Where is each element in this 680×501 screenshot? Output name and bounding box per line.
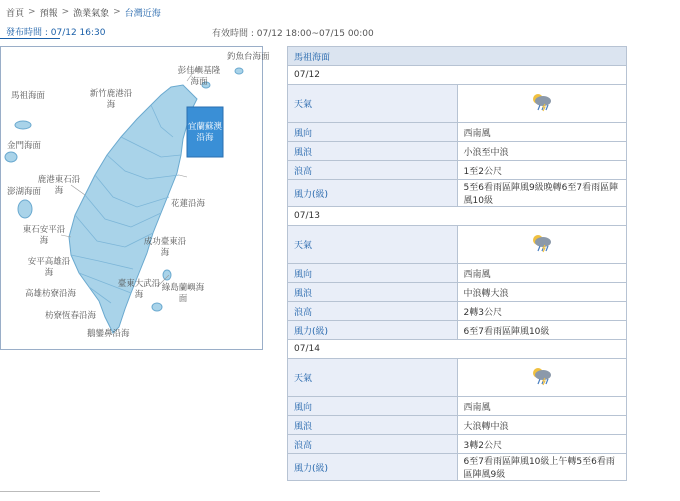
matsu-island[interactable] (15, 121, 31, 129)
weather-cell (457, 226, 627, 264)
map-label-dongshi-anping[interactable]: 東石安平沿海 (22, 225, 66, 246)
wave-label: 風浪 (288, 283, 458, 302)
wave-label: 風浪 (288, 416, 458, 435)
breadcrumb-separator: > (61, 7, 70, 17)
forecast-date: 07/14 (288, 340, 627, 359)
wave-height-value: 1至2公尺 (457, 161, 627, 180)
wave-height-value: 2轉3公尺 (457, 302, 627, 321)
valid-time: 有效時間 : 07/12 18:00~07/15 00:00 (212, 29, 374, 39)
map-label-diaoyutai[interactable]: 釣魚台海面 (227, 52, 270, 62)
map-label-penghu[interactable]: 澎湖海面 (7, 187, 42, 197)
wave-height-label: 浪高 (288, 435, 458, 454)
thunderstorm-icon (530, 233, 554, 253)
weather-cell (457, 85, 627, 123)
wave-height-label: 浪高 (288, 161, 458, 180)
forecast-area-title: 馬祖海面 (288, 47, 627, 66)
breadcrumb-fishery-link[interactable]: 漁業氣象 (73, 8, 110, 19)
map-label-taitung-dawu[interactable]: 臺東大武沿海 (117, 279, 161, 300)
wind-force-value: 5至6看雨區陣風9級晚轉6至7看雨區陣風10級 (457, 180, 627, 207)
wind-direction-label: 風向 (288, 397, 458, 416)
map-label-hsinchu-lukang[interactable]: 新竹鹿港沿海 (89, 89, 133, 110)
weather-cell (457, 359, 627, 397)
wind-direction-value: 西南風 (457, 123, 627, 142)
thunderstorm-icon (530, 92, 554, 112)
breadcrumb-forecast-link[interactable]: 預報 (39, 8, 58, 19)
map-label-yilan-suao[interactable]: 宜蘭蘇澳沿海 (187, 122, 222, 143)
forecast-date: 07/13 (288, 207, 627, 226)
forecast-date: 07/12 (288, 66, 627, 85)
wave-height-value: 3轉2公尺 (457, 435, 627, 454)
weather-label: 天氣 (288, 359, 458, 397)
penghu-island[interactable] (18, 200, 32, 218)
publish-time-underline (0, 38, 60, 39)
map-label-kinmen[interactable]: 金門海面 (7, 141, 42, 151)
map-label-chenggong-taitung[interactable]: 成功臺東沿海 (143, 237, 187, 258)
forecast-table (287, 46, 627, 481)
map-label-eluanbi[interactable]: 鵝鑾鼻沿海 (87, 329, 130, 339)
map-label-lukang-dongshi[interactable]: 鹿港東石沿海 (37, 175, 81, 196)
wind-force-label: 風力(級) (288, 454, 458, 481)
thunderstorm-icon (530, 366, 554, 386)
weather-label: 天氣 (288, 85, 458, 123)
breadcrumb-home-link[interactable]: 首頁 (6, 8, 25, 19)
map-label-hualien[interactable]: 花蓮沿海 (171, 199, 206, 209)
wave-value: 小浪至中浪 (457, 142, 627, 161)
map-label-greenisland-orchid[interactable]: 綠島蘭嶼海面 (161, 283, 205, 304)
kinmen-island[interactable] (5, 152, 17, 162)
breadcrumb-separator: > (113, 7, 121, 17)
wind-direction-label: 風向 (288, 264, 458, 283)
map-label-anping-kaohsiung[interactable]: 安平高雄沿海 (27, 257, 71, 278)
breadcrumb-current: 台灣近海 (124, 8, 161, 19)
wave-value: 大浪轉中浪 (457, 416, 627, 435)
wind-force-label: 風力(級) (288, 321, 458, 340)
wind-direction-value: 西南風 (457, 397, 627, 416)
weather-label: 天氣 (288, 226, 458, 264)
wind-direction-label: 風向 (288, 123, 458, 142)
diaoyutai-island[interactable] (235, 68, 243, 74)
wind-force-value: 6至7看雨區陣風10級 (457, 321, 627, 340)
map-label-pengjia-keelung[interactable]: 彭佳嶼基隆海面 (177, 66, 221, 87)
wave-value: 中浪轉大浪 (457, 283, 627, 302)
coastal-area-map (0, 46, 270, 350)
map-label-kaohsiung-fangliao[interactable]: 高雄枋寮沿海 (25, 289, 77, 299)
map-label-matsu[interactable]: 馬祖海面 (11, 91, 46, 101)
map-label-fangliao-hengchun[interactable]: 枋寮恆春沿海 (45, 311, 97, 321)
wave-label: 風浪 (288, 142, 458, 161)
wave-height-label: 浪高 (288, 302, 458, 321)
breadcrumb (6, 5, 161, 19)
breadcrumb-separator: > (28, 7, 36, 17)
footer-divider (0, 491, 100, 492)
wind-direction-value: 西南風 (457, 264, 627, 283)
green-island[interactable] (163, 270, 171, 280)
publish-time: 發布時間 : 07/12 16:30 (6, 28, 106, 38)
wind-force-value: 6至7看雨區陣風10級上午轉5至6看雨區陣風9級 (457, 454, 627, 481)
wind-force-label: 風力(級) (288, 180, 458, 207)
